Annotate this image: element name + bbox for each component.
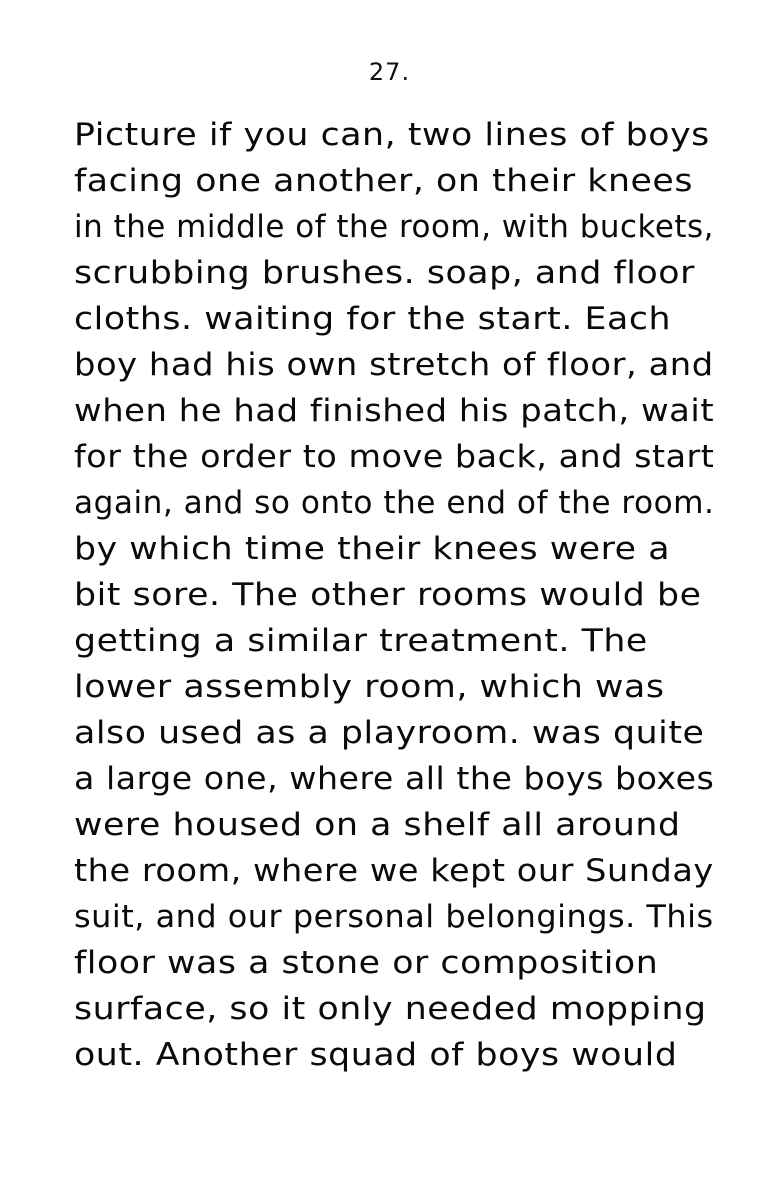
text-line: floor was a stone or composition: [74, 945, 659, 981]
text-line: when he had finished his patch, wait: [74, 393, 715, 429]
text-line: lower assembly room, which was: [74, 669, 665, 705]
text-line: also used as a playroom. was quite: [74, 715, 705, 751]
text-line: bit sore. The other rooms would be: [74, 577, 702, 613]
text-line: suit, and our personal belongings. This: [74, 899, 714, 935]
text-line: facing one another, on their knees: [74, 163, 694, 199]
text-line: Picture if you can, two lines of boys: [74, 117, 710, 153]
text-line: the room, where we kept our Sunday: [74, 853, 714, 889]
text-line: getting a similar treatment. The: [74, 623, 648, 659]
text-line: again, and so onto the end of the room.: [74, 485, 715, 521]
page-number: 27.: [368, 58, 411, 86]
text-line: in the middle of the room, with buckets,: [74, 209, 714, 245]
text-line: surface, so it only needed mopping: [74, 991, 707, 1027]
text-line: cloths. waiting for the start. Each: [74, 301, 672, 337]
text-line: a large one, where all the boys boxes: [74, 761, 715, 797]
handwritten-text-block: [74, 112, 734, 1078]
text-line: for the order to move back, and start: [74, 439, 715, 475]
text-line: were housed on a shelf all around: [74, 807, 681, 843]
text-line: scrubbing brushes. soap, and floor: [74, 255, 695, 291]
text-line: boy had his own stretch of floor, and: [74, 347, 714, 383]
text-line: by which time their knees were a: [74, 531, 671, 567]
text-line: out. Another squad of boys would: [74, 1037, 678, 1073]
